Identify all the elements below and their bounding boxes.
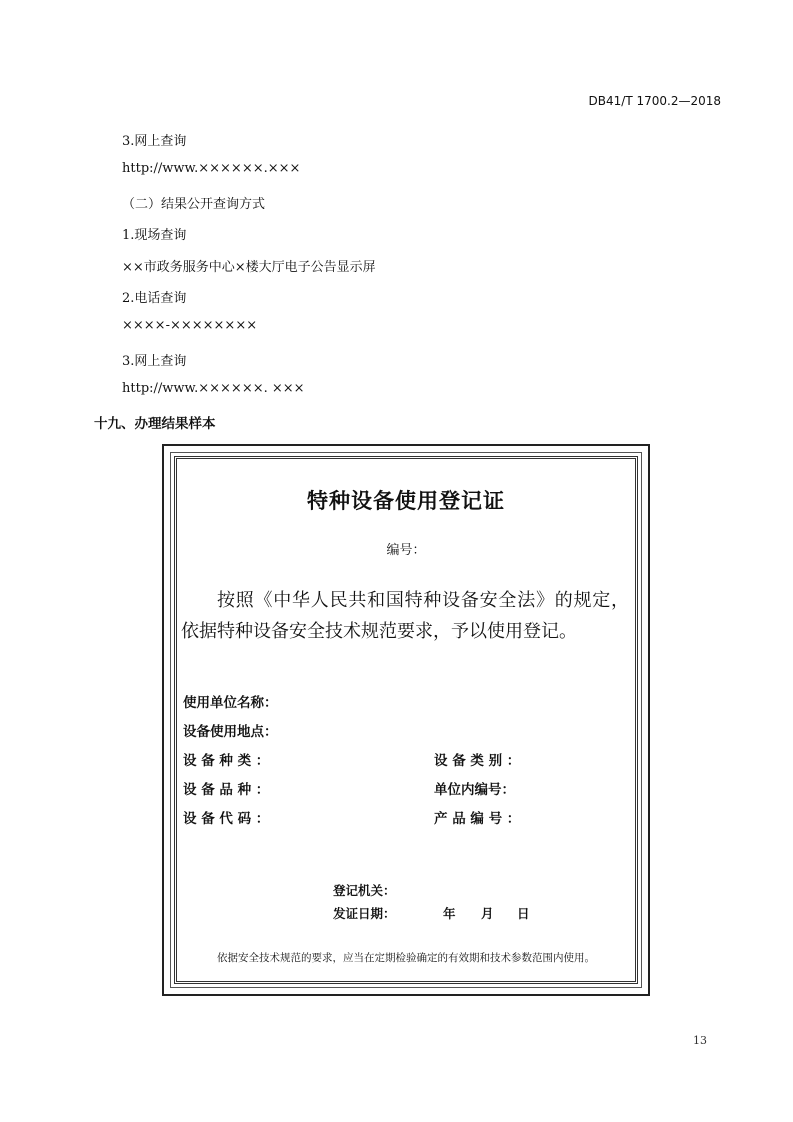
field-variety: 设 备 品 种 ： (183, 782, 270, 798)
field-product-no: 产 品 编 号 ： (434, 811, 521, 827)
text-line: 2.电话查询 (122, 291, 187, 306)
certificate-sample (162, 444, 650, 996)
text-line: 3.网上查询 (122, 134, 187, 149)
text-line: （二）结果公开查询方式 (122, 197, 266, 212)
field-category: 设 备 种 类 ： (183, 753, 270, 769)
text-line: http://www.××××××.××× (122, 161, 301, 176)
certificate-note: 依据安全技术规范的要求，应当在定期检验确定的有效期和技术参数范围内使用。 (217, 952, 595, 964)
field-internal-no: 单位内编号： (434, 782, 515, 798)
certificate-number-label: 编号： (386, 543, 426, 558)
page-number: 13 (693, 1034, 707, 1047)
text-line: http://www.××××××. ××× (122, 381, 305, 396)
field-type: 设 备 类 别 ： (434, 753, 521, 769)
month-label: 月 (481, 906, 494, 921)
day-label: 日 (517, 906, 530, 921)
authority-label: 登记机关： (333, 883, 396, 898)
text-line: 1.现场查询 (122, 228, 187, 243)
field-unit-name: 使用单位名称： (183, 695, 278, 711)
certificate-border (174, 456, 638, 984)
year-label: 年 (443, 906, 456, 921)
certificate-body: 按照《中华人民共和国特种设备安全法》的规定，依据特种设备安全技术规范要求，予以使用登记。 (181, 590, 629, 642)
section-title: 十九、办理结果样本 (94, 416, 216, 432)
certificate-title: 特种设备使用登记证 (307, 489, 505, 513)
standard-number: DB41/T 1700.2—2018 (588, 94, 721, 108)
issue-date-label: 发证日期： (333, 906, 396, 921)
text-line: 3.网上查询 (122, 354, 187, 369)
text-line: ××市政务服务中心×楼大厅电子公告显示屏 (122, 260, 376, 275)
field-location: 设备使用地点： (183, 724, 278, 740)
field-code: 设 备 代 码 ： (183, 811, 270, 827)
text-line: ××××-×××××××× (122, 318, 258, 333)
